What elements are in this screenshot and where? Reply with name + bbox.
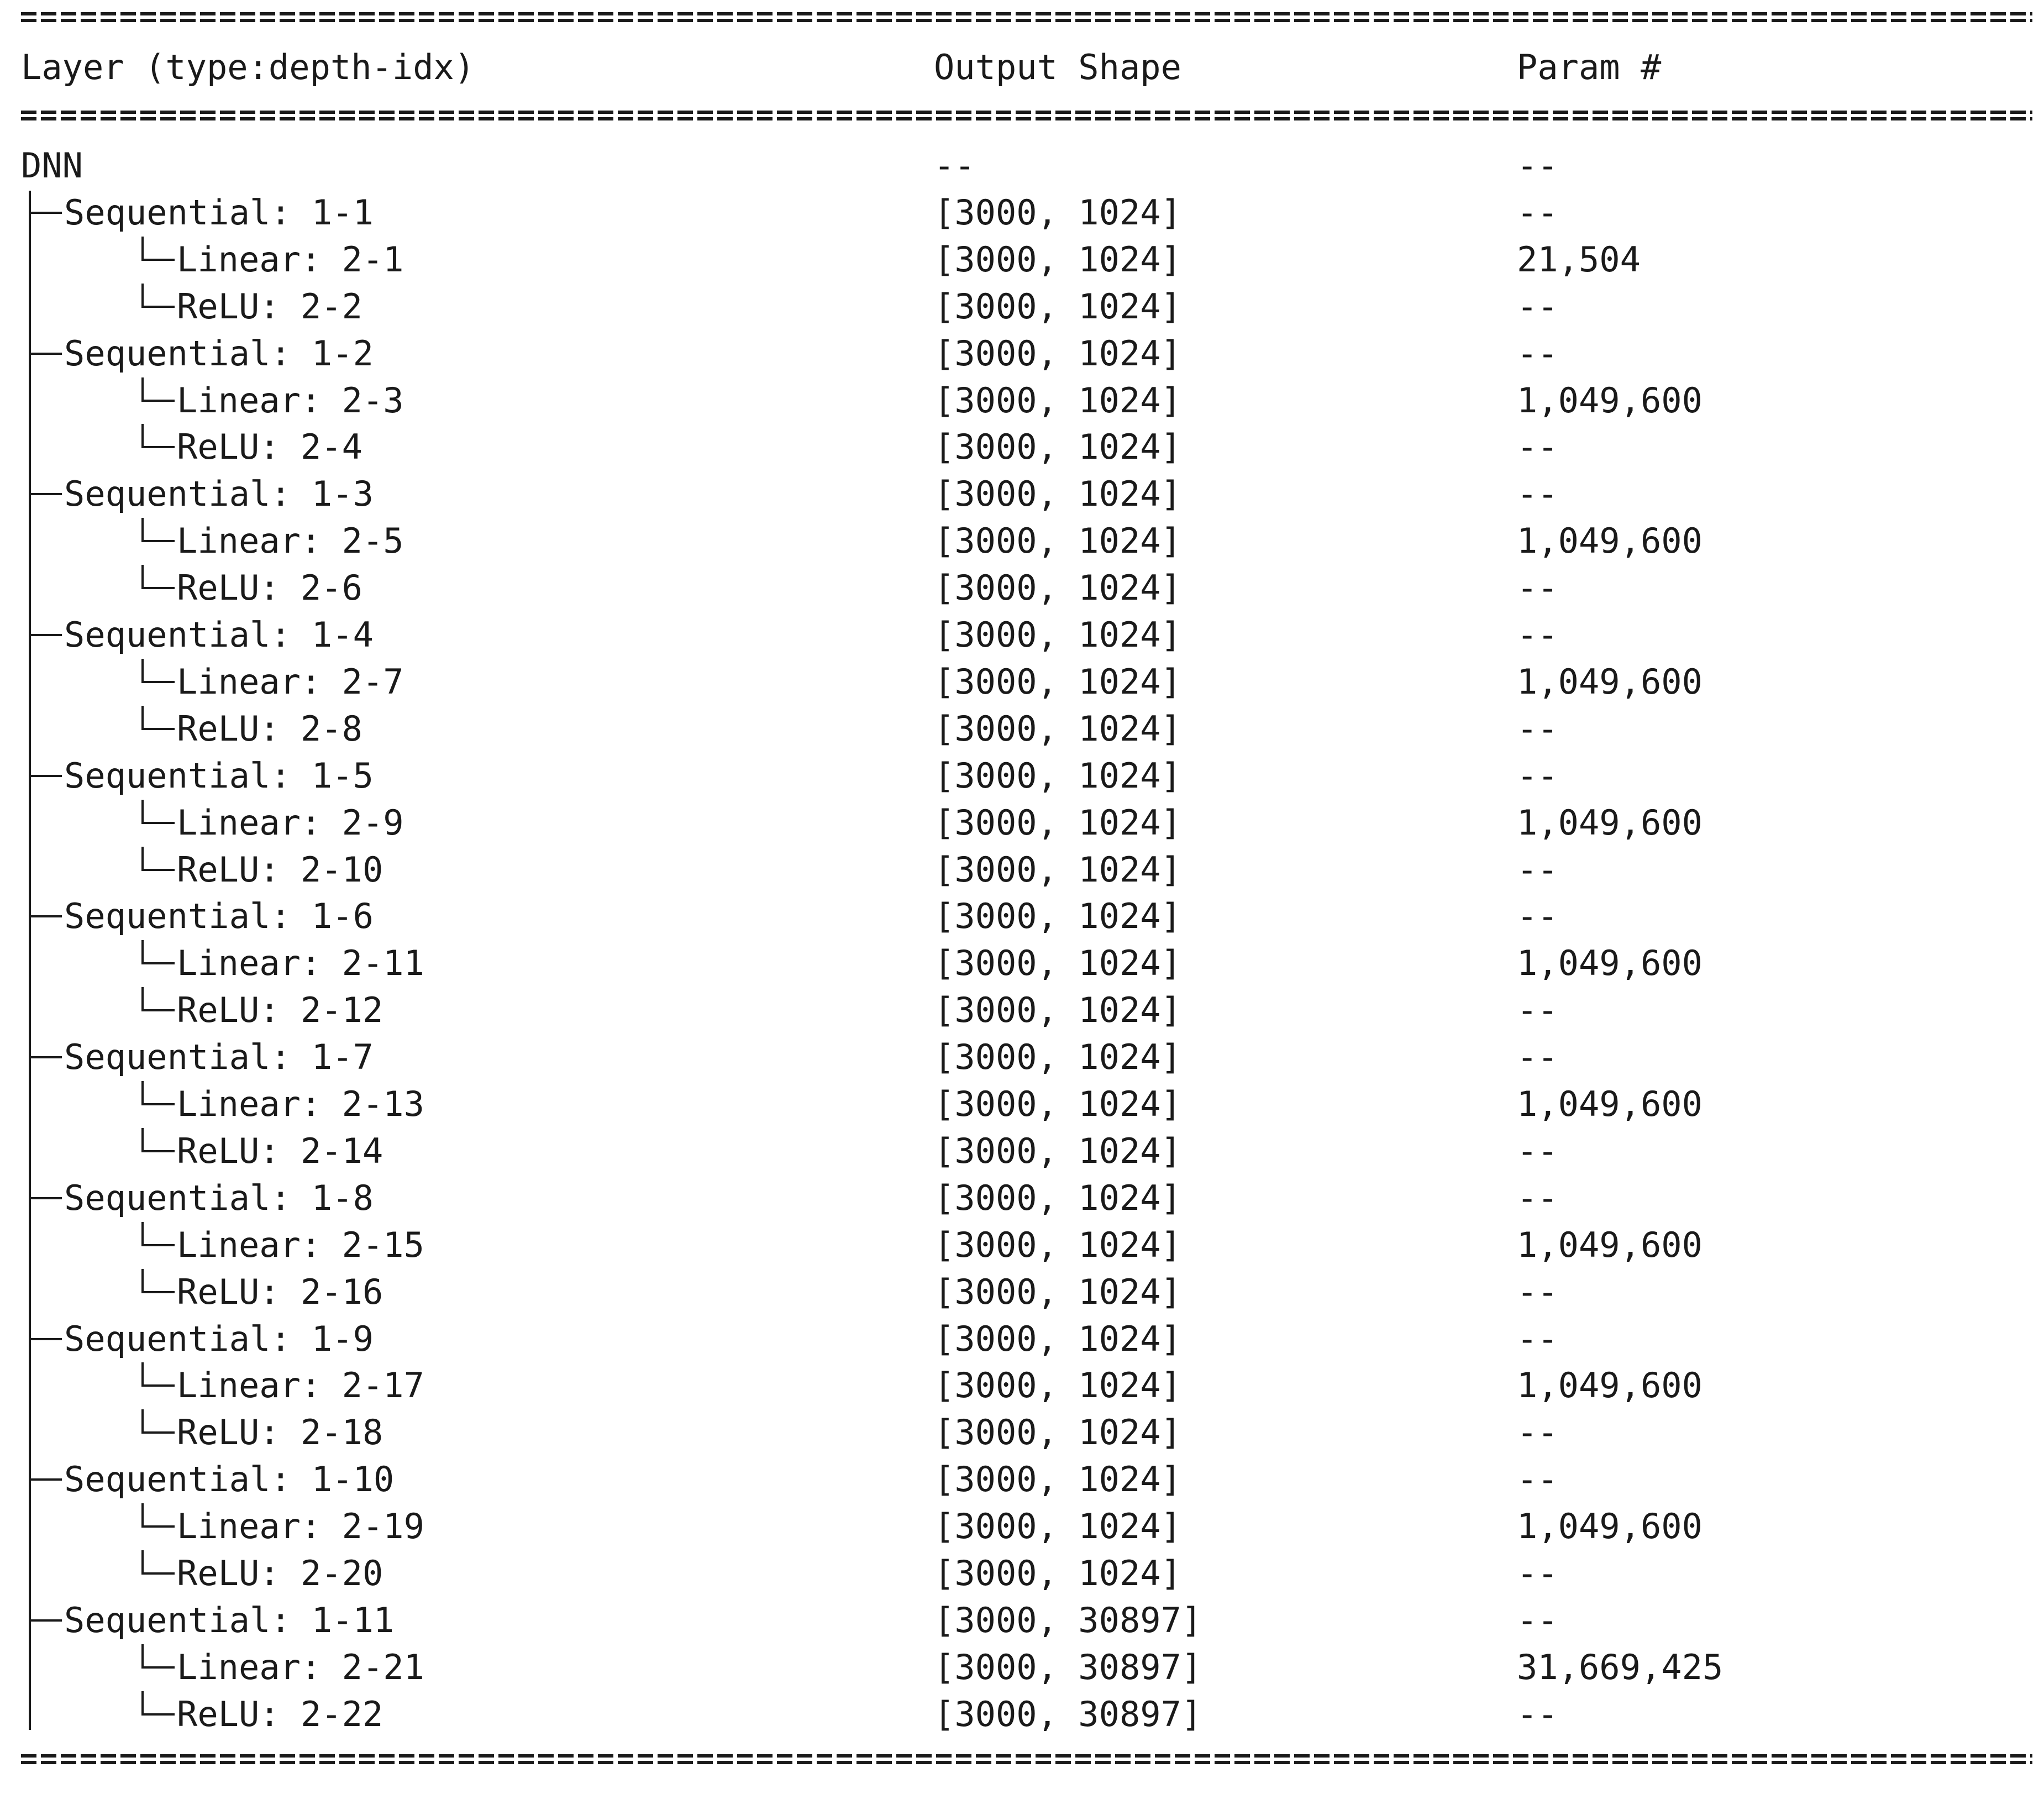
table-row: [0, 1644, 2044, 1691]
tree-leaf-connector: [141, 424, 144, 448]
output-shape: [3000, 1024]: [934, 1553, 1181, 1593]
output-shape: --: [934, 145, 975, 186]
layer-name: ReLU: 2-20: [177, 1553, 383, 1593]
param-count: --: [1517, 755, 1558, 796]
output-shape: [3000, 1024]: [934, 192, 1181, 233]
tree-branch-connector: [29, 353, 62, 355]
tree-leaf-connector: [141, 1384, 175, 1387]
table-row: [0, 471, 2044, 517]
param-count: --: [1517, 145, 1558, 186]
param-count: --: [1517, 1130, 1558, 1171]
table-row: [0, 753, 2044, 799]
output-shape: [3000, 1024]: [934, 661, 1181, 702]
layer-name: ReLU: 2-2: [177, 286, 362, 327]
tree-leaf-connector: [141, 446, 175, 448]
tree-leaf-connector: [141, 1572, 175, 1575]
output-shape: [3000, 1024]: [934, 239, 1181, 280]
output-shape: [3000, 1024]: [934, 802, 1181, 843]
output-shape: [3000, 1024]: [934, 990, 1181, 1031]
param-count: 31,669,425: [1517, 1646, 1724, 1687]
output-shape: [3000, 30897]: [934, 1693, 1202, 1734]
output-shape: [3000, 1024]: [934, 474, 1181, 515]
layer-name: Linear: 2-11: [177, 943, 424, 984]
output-shape: [3000, 1024]: [934, 1318, 1181, 1359]
tree-leaf-connector: [141, 962, 175, 964]
layer-name: Linear: 2-21: [177, 1646, 424, 1687]
table-row: [0, 565, 2044, 611]
table-row: [0, 143, 2044, 189]
output-shape: [3000, 30897]: [934, 1599, 1202, 1640]
output-shape: [3000, 1024]: [934, 380, 1181, 421]
output-shape: [3000, 1024]: [934, 943, 1181, 984]
separator-header: [21, 109, 2032, 122]
tree-leaf-connector: [141, 1713, 175, 1716]
param-count: --: [1517, 990, 1558, 1031]
table-row: [0, 284, 2044, 330]
param-count: 21,504: [1517, 239, 1641, 280]
param-count: --: [1517, 896, 1558, 937]
tree-leaf-connector: [141, 540, 175, 542]
tree-leaf-connector: [141, 1431, 175, 1434]
table-row: [0, 847, 2044, 893]
table-row: [0, 1597, 2044, 1644]
column-header-param-count: Param #: [1517, 47, 1662, 87]
layer-name: Sequential: 1-9: [64, 1318, 374, 1359]
param-count: --: [1517, 615, 1558, 655]
tree-leaf-connector: [141, 1362, 144, 1387]
tree-leaf-connector: [141, 1128, 144, 1152]
table-row: [0, 1550, 2044, 1597]
param-count: --: [1517, 1271, 1558, 1312]
output-shape: [3000, 1024]: [934, 333, 1181, 374]
tree-leaf-connector: [141, 1409, 144, 1434]
layer-name: Sequential: 1-1: [64, 192, 374, 233]
param-count: 1,049,600: [1517, 943, 1703, 984]
tree-leaf-connector: [141, 1644, 144, 1669]
tree-leaf-connector: [141, 1269, 144, 1293]
output-shape: [3000, 1024]: [934, 1130, 1181, 1171]
layer-name: Linear: 2-19: [177, 1506, 424, 1547]
layer-name: Sequential: 1-2: [64, 333, 374, 374]
layer-name: Linear: 2-3: [177, 380, 404, 421]
output-shape: [3000, 1024]: [934, 1506, 1181, 1547]
layer-name: Sequential: 1-7: [64, 1037, 374, 1078]
tree-branch-connector: [29, 212, 62, 214]
tree-leaf-connector: [141, 377, 144, 402]
layer-name: Sequential: 1-11: [64, 1599, 395, 1640]
output-shape: [3000, 1024]: [934, 1084, 1181, 1124]
table-row: [0, 893, 2044, 940]
tree-branch-connector: [29, 634, 62, 636]
table-row: [0, 1503, 2044, 1550]
output-shape: [3000, 1024]: [934, 896, 1181, 937]
tree-leaf-connector: [141, 1081, 144, 1105]
layer-name: Linear: 2-9: [177, 802, 404, 843]
layer-name: ReLU: 2-18: [177, 1412, 383, 1453]
table-row: [0, 1409, 2044, 1456]
tree-branch-connector: [29, 1478, 62, 1481]
tree-leaf-connector: [141, 822, 175, 824]
layer-name: Linear: 2-15: [177, 1224, 424, 1265]
tree-leaf-connector: [141, 1244, 175, 1246]
table-row: [0, 1175, 2044, 1221]
output-shape: [3000, 1024]: [934, 849, 1181, 890]
output-shape: [3000, 1024]: [934, 568, 1181, 609]
param-count: 1,049,600: [1517, 661, 1703, 702]
layer-name: ReLU: 2-4: [177, 427, 362, 468]
param-count: --: [1517, 1318, 1558, 1359]
tree-leaf-connector: [141, 1103, 175, 1105]
layer-name: ReLU: 2-22: [177, 1693, 383, 1734]
param-count: --: [1517, 1412, 1558, 1453]
tree-leaf-connector: [141, 1291, 175, 1293]
output-shape: [3000, 1024]: [934, 1177, 1181, 1218]
param-count: 1,049,600: [1517, 1506, 1703, 1547]
param-count: 1,049,600: [1517, 1084, 1703, 1124]
tree-leaf-connector: [141, 940, 144, 964]
tree-leaf-connector: [141, 306, 175, 308]
table-row: [0, 1222, 2044, 1268]
tree-leaf-connector: [141, 706, 144, 730]
tree-leaf-connector: [141, 847, 144, 871]
table-row: [0, 1081, 2044, 1127]
param-count: --: [1517, 474, 1558, 515]
table-header: [0, 44, 2044, 99]
tree-leaf-connector: [141, 659, 144, 683]
tree-leaf-connector: [141, 1550, 144, 1575]
layer-name: ReLU: 2-8: [177, 708, 362, 749]
output-shape: [3000, 1024]: [934, 1271, 1181, 1312]
layer-name: Sequential: 1-4: [64, 615, 374, 655]
table-row: [0, 1269, 2044, 1315]
param-count: 1,049,600: [1517, 380, 1703, 421]
tree-leaf-connector: [141, 565, 144, 589]
param-count: --: [1517, 1553, 1558, 1593]
table-row: [0, 237, 2044, 283]
table-row: [0, 377, 2044, 424]
table-row: [0, 1034, 2044, 1080]
param-count: --: [1517, 1037, 1558, 1078]
table-row: [0, 1362, 2044, 1409]
output-shape: [3000, 1024]: [934, 708, 1181, 749]
tree-branch-connector: [29, 1197, 62, 1199]
tree-leaf-connector: [141, 518, 144, 542]
tree-leaf-connector: [141, 1666, 175, 1669]
tree-leaf-connector: [141, 237, 144, 261]
layer-name: Linear: 2-5: [177, 521, 404, 562]
table-row: [0, 659, 2044, 705]
tree-leaf-connector: [141, 1150, 175, 1152]
tree-branch-connector: [29, 915, 62, 917]
tree-branch-connector: [29, 493, 62, 495]
output-shape: [3000, 1024]: [934, 615, 1181, 655]
tree-leaf-connector: [141, 587, 175, 589]
layer-name: Linear: 2-7: [177, 661, 404, 702]
output-shape: [3000, 1024]: [934, 521, 1181, 562]
param-count: 1,049,600: [1517, 802, 1703, 843]
layer-name: Sequential: 1-10: [64, 1459, 395, 1500]
layer-name: ReLU: 2-10: [177, 849, 383, 890]
tree-leaf-connector: [141, 987, 144, 1011]
tree-branch-connector: [29, 1619, 62, 1622]
layer-name: ReLU: 2-6: [177, 568, 362, 609]
table-row: [0, 800, 2044, 846]
table-row: [0, 331, 2044, 377]
output-shape: [3000, 1024]: [934, 286, 1181, 327]
tree-leaf-connector: [141, 1503, 144, 1528]
tree-leaf-connector: [141, 800, 144, 824]
param-count: --: [1517, 1459, 1558, 1500]
output-shape: [3000, 1024]: [934, 1037, 1181, 1078]
column-header-output-shape: Output Shape: [934, 47, 1181, 87]
param-count: --: [1517, 427, 1558, 468]
param-count: --: [1517, 1599, 1558, 1640]
output-shape: [3000, 30897]: [934, 1646, 1202, 1687]
tree-leaf-connector: [141, 1009, 175, 1011]
output-shape: [3000, 1024]: [934, 427, 1181, 468]
tree-leaf-connector: [141, 284, 144, 308]
param-count: --: [1517, 192, 1558, 233]
layer-name: DNN: [21, 145, 83, 186]
table-row: [0, 987, 2044, 1034]
table-row: [0, 1691, 2044, 1738]
layer-name: Sequential: 1-3: [64, 474, 374, 515]
separator-top: [21, 11, 2032, 23]
layer-name: Sequential: 1-5: [64, 755, 374, 796]
param-count: --: [1517, 849, 1558, 890]
tree-leaf-connector: [141, 681, 175, 683]
param-count: --: [1517, 708, 1558, 749]
table-row: [0, 190, 2044, 236]
table-row: [0, 424, 2044, 470]
output-shape: [3000, 1024]: [934, 1224, 1181, 1265]
param-count: 1,049,600: [1517, 521, 1703, 562]
param-count: --: [1517, 286, 1558, 327]
param-count: --: [1517, 1693, 1558, 1734]
tree-leaf-connector: [141, 400, 175, 402]
layer-name: ReLU: 2-16: [177, 1271, 383, 1312]
tree-leaf-connector: [141, 259, 175, 261]
param-count: 1,049,600: [1517, 1365, 1703, 1406]
table-row: [0, 1316, 2044, 1362]
separator-bottom: [21, 1753, 2032, 1765]
tree-branch-connector: [29, 1056, 62, 1058]
tree-leaf-connector: [141, 1222, 144, 1246]
table-row: [0, 518, 2044, 564]
tree-branch-connector: [29, 775, 62, 777]
output-shape: [3000, 1024]: [934, 1459, 1181, 1500]
layer-name: Linear: 2-13: [177, 1084, 424, 1124]
table-row: [0, 706, 2044, 752]
table-row: [0, 1128, 2044, 1174]
output-shape: [3000, 1024]: [934, 755, 1181, 796]
tree-leaf-connector: [141, 1691, 144, 1716]
table-row: [0, 1456, 2044, 1503]
tree-branch-connector: [29, 1338, 62, 1340]
layer-name: Sequential: 1-8: [64, 1177, 374, 1218]
tree-leaf-connector: [141, 869, 175, 871]
output-shape: [3000, 1024]: [934, 1365, 1181, 1406]
layer-name: Linear: 2-1: [177, 239, 404, 280]
layer-name: ReLU: 2-12: [177, 990, 383, 1031]
layer-name: ReLU: 2-14: [177, 1130, 383, 1171]
param-count: --: [1517, 568, 1558, 609]
param-count: --: [1517, 333, 1558, 374]
table-row: [0, 940, 2044, 987]
param-count: 1,049,600: [1517, 1224, 1703, 1265]
table-row: [0, 612, 2044, 658]
column-header-layer: Layer (type:depth-idx): [21, 47, 475, 87]
output-shape: [3000, 1024]: [934, 1412, 1181, 1453]
tree-leaf-connector: [141, 1525, 175, 1528]
param-count: --: [1517, 1177, 1558, 1218]
layer-name: Sequential: 1-6: [64, 896, 374, 937]
layer-name: Linear: 2-17: [177, 1365, 424, 1406]
tree-leaf-connector: [141, 728, 175, 730]
